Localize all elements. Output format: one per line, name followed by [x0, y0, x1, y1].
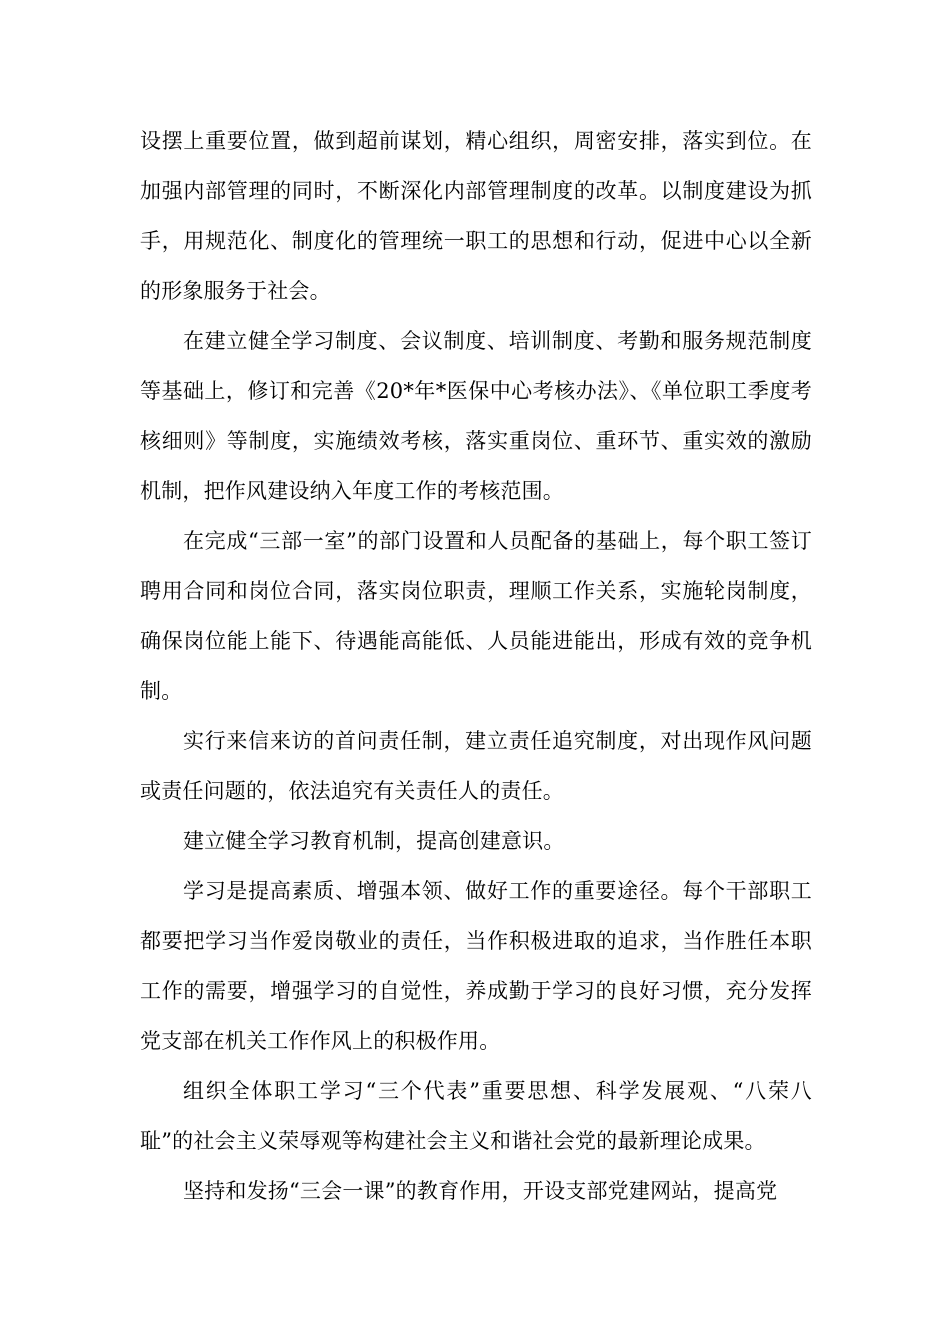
paragraph-7: 组织全体职工学习“三个代表”重要思想、科学发展观、“八荣八耻”的社会主义荣辱观等构建社会主义和谐社会党的最新理论成果。	[140, 1079, 812, 1153]
paragraph-6: 学习是提高素质、增强本领、做好工作的重要途径。每个干部职工都要把学习当作爱岗敬业的责任，当作积极进取的追求，当作胜任本职工作的需要，增强学习的自觉性，养成勤于学习的良好习惯，充分发挥党支部在机关工作作风上的积极作用。	[140, 879, 812, 1053]
paragraph-2: 在建立健全学习制度、会议制度、培训制度、考勤和服务规范制度等基础上，修订和完善《20*年*医保中心考核办法》、《单位职工季度考核细则》等制度，实施绩效考核，落实重岗位、重环节、重实效的激励机制，把作风建设纳入年度工作的考核范围。	[140, 329, 812, 503]
paragraph-5: 建立健全学习教育机制，提高创建意识。	[183, 829, 565, 853]
paragraph-1: 设摆上重要位置，做到超前谋划，精心组织，周密安排，落实到位。在加强内部管理的同时，不断深化内部管理制度的改革。以制度建设为抓手，用规范化、制度化的管理统一职工的思想和行动，促进中心以全新的形象服务于社会。	[140, 129, 812, 303]
paragraph-4: 实行来信来访的首问责任制，建立责任追究制度，对出现作风问题或责任问题的，依法追究有关责任人的责任。	[140, 729, 812, 803]
paragraph-3: 在完成“三部一室”的部门设置和人员配备的基础上，每个职工签订聘用合同和岗位合同，落实岗位职责，理顺工作关系，实施轮岗制度，确保岗位能上能下、待遇能高能低、人员能进能出，形成有效的竞争机制。	[140, 529, 812, 703]
document-body	[140, 116, 812, 1216]
paragraph-8: 坚持和发扬“三会一课”的教育作用，开设支部党建网站，提高党	[183, 1179, 778, 1203]
